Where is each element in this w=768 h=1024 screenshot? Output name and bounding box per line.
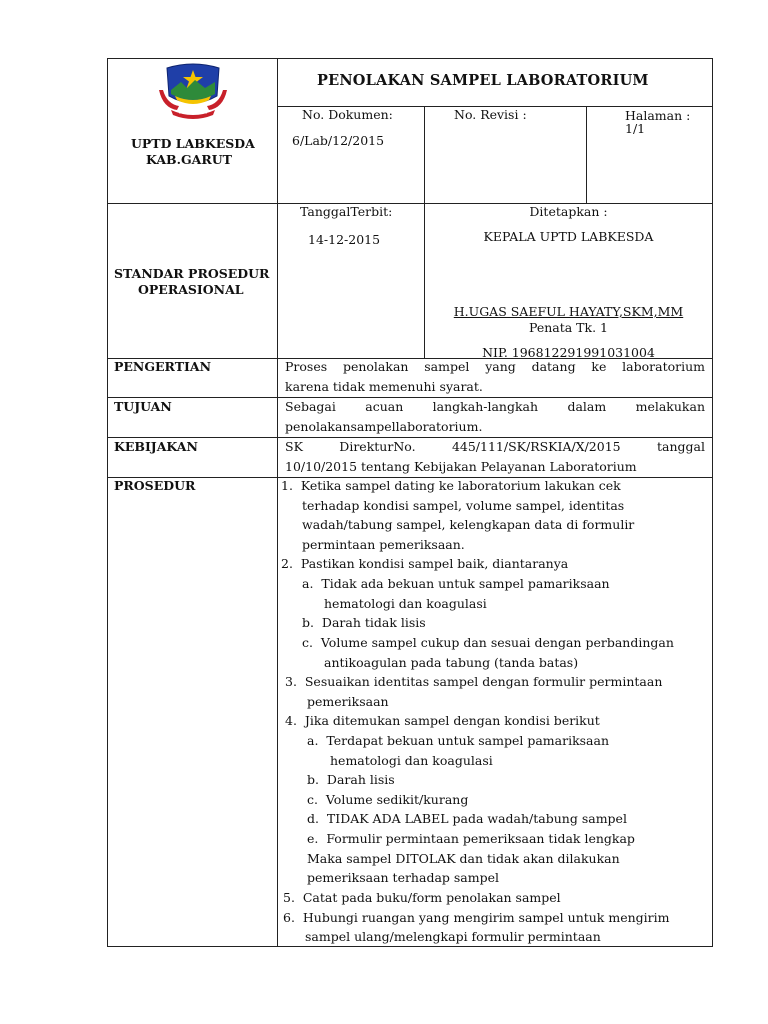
procedure-line: pemeriksaan terhadap sampel — [307, 870, 499, 885]
signer-nip: NIP. 196812291991031004 — [482, 345, 655, 360]
procedure-line: b. Darah tidak lisis — [302, 615, 426, 630]
procedure-line: Maka sampel DITOLAK dan tidak akan dilakukan — [307, 851, 620, 866]
table-border-right — [712, 58, 713, 947]
procedure-line: c. Volume sedikit/kurang — [307, 792, 469, 807]
document-title: PENOLAKAN SAMPEL LABORATORIUM — [317, 72, 649, 89]
kebijakan-label: KEBIJAKAN — [114, 439, 198, 454]
procedure-line: d. TIDAK ADA LABEL pada wadah/tabung sampel — [307, 811, 627, 826]
procedure-line: 5. Catat pada buku/form penolakan sampel — [283, 890, 561, 905]
procedure-line: e. Formulir permintaan pemeriksaan tidak lengkap — [307, 831, 635, 846]
page-column-divider — [586, 106, 587, 204]
procedure-line: b. Darah lisis — [307, 772, 395, 787]
organization-region: KAB.GARUT — [146, 152, 232, 167]
procedure-line: a. Tidak ada bekuan untuk sampel pamariksaan — [302, 576, 610, 591]
label-column-divider — [277, 58, 278, 947]
procedure-line: 3. Sesuaikan identitas sampel dengan formulir permintaan — [285, 674, 663, 689]
procedure-line: wadah/tabung sampel, kelengkapan data di formulir — [302, 517, 635, 532]
page-value: 1/1 — [625, 121, 646, 136]
pengertian-text-line1: Proses penolakan sampel yang datang ke laboratorium — [285, 359, 705, 374]
kebijakan-text-line2: 10/10/2015 tentang Kebijakan Pelayanan Laboratorium — [285, 459, 637, 474]
page-label: Halaman : — [625, 108, 691, 123]
pengertian-label: PENGERTIAN — [114, 359, 211, 374]
kebijakan-text-line1: SK DirekturNo. 445/111/SK/RSKIA/X/2015 tanggal — [285, 439, 705, 454]
procedure-line: antikoagulan pada tabung (tanda batas) — [324, 655, 579, 670]
procedure-line: c. Volume sampel cukup dan sesuai dengan perbandingan — [302, 635, 674, 650]
procedure-line: permintaan pemeriksaan. — [302, 537, 465, 552]
tujuan-text-line1: Sebagai acuan langkah-langkah dalam melakukan — [285, 399, 705, 414]
sop-label-line1: STANDAR PROSEDUR — [114, 266, 270, 281]
prosedur-label: PROSEDUR — [114, 478, 196, 493]
procedure-line: a. Terdapat bekuan untuk sampel pamariksaan — [307, 733, 610, 748]
procedure-line: pemeriksaan — [307, 694, 389, 709]
organization-name: UPTD LABKESDA — [131, 136, 255, 151]
signer-rank: Penata Tk. 1 — [528, 320, 608, 335]
garut-regency-emblem-icon — [157, 60, 229, 122]
set-by-label: Ditetapkan : — [529, 204, 608, 219]
document-number-value: 6/Lab/12/2015 — [292, 133, 385, 148]
sop-label-line2: OPERASIONAL — [138, 282, 244, 297]
pengertian-text-line2: karena tidak memenuhi syarat. — [285, 379, 483, 394]
table-border-left — [107, 58, 108, 947]
issue-date-value: 14-12-2015 — [308, 232, 381, 247]
procedure-line: 1. Ketika sampel dating ke laboratorium lakukan cek — [281, 478, 621, 493]
issue-date-label: TanggalTerbit: — [300, 204, 393, 219]
document-number-label: No. Dokumen: — [302, 107, 393, 122]
procedure-line: hematologi dan koagulasi — [330, 753, 493, 768]
procedure-line: sampel ulang/melengkapi formulir permintaan — [305, 929, 601, 944]
revision-number-label: No. Revisi : — [454, 107, 527, 122]
signer-name: H.UGAS SAEFUL HAYATY,SKM,MM — [453, 304, 684, 319]
procedure-line: 2. Pastikan kondisi sampel baik, diantaranya — [281, 556, 569, 571]
procedure-line: 4. Jika ditemukan sampel dengan kondisi berikut — [285, 713, 600, 728]
set-by-role: KEPALA UPTD LABKESDA — [483, 229, 654, 244]
tujuan-text-line2: penolakansampellaboratorium. — [285, 419, 483, 434]
tujuan-label: TUJUAN — [114, 399, 172, 414]
procedure-line: terhadap kondisi sampel, volume sampel, identitas — [302, 498, 625, 513]
table-border-top — [107, 58, 713, 59]
procedure-line: 6. Hubungi ruangan yang mengirim sampel untuk mengirim — [283, 910, 670, 925]
procedure-line: hematologi dan koagulasi — [324, 596, 487, 611]
